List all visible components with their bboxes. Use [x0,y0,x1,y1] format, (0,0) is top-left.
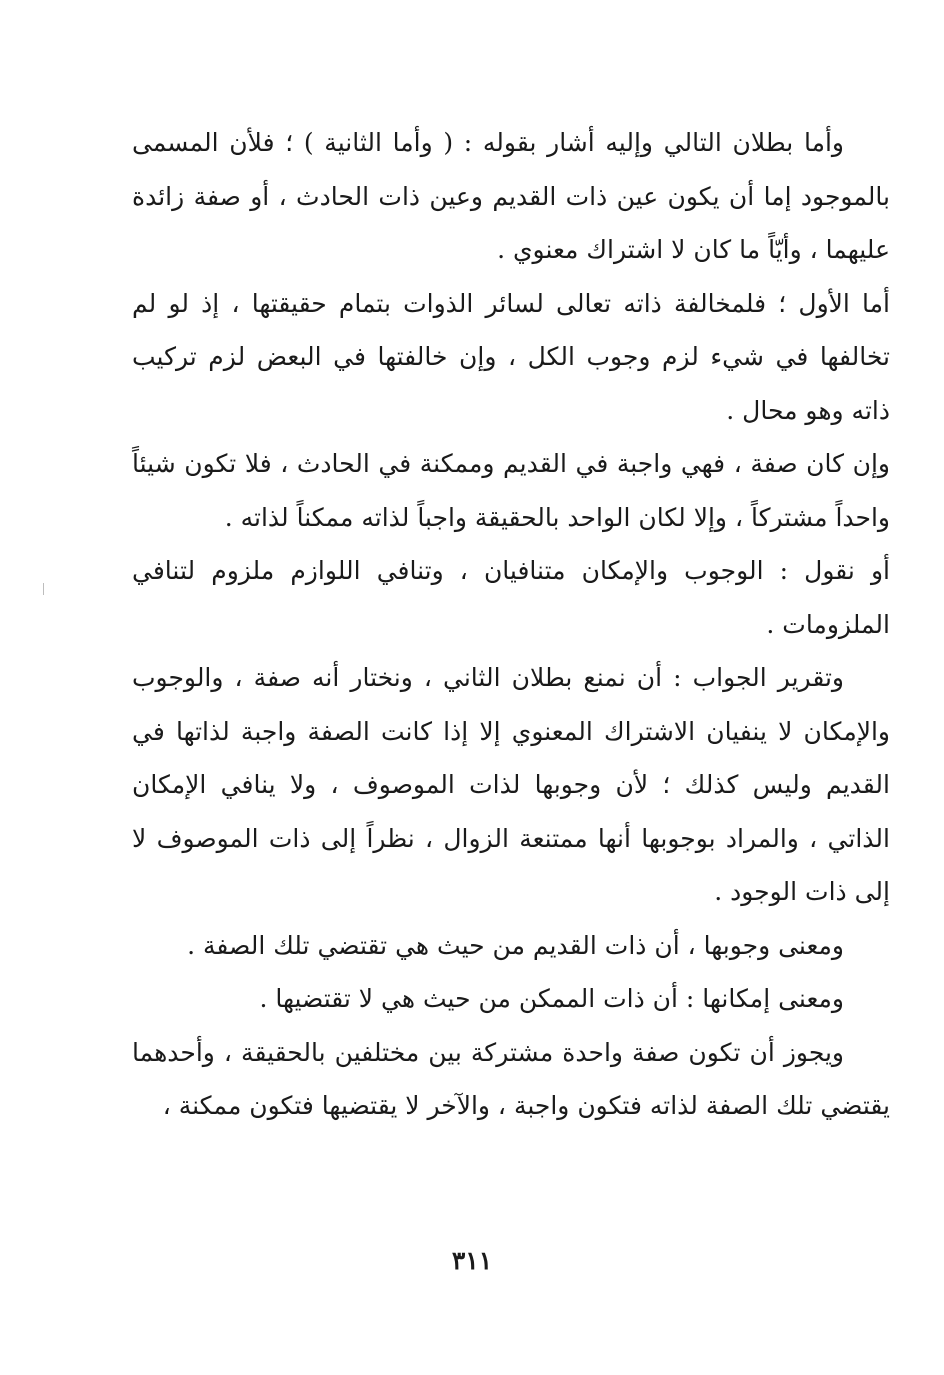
paragraph-1: وأما بطلان التالي وإليه أشار بقوله : ( وأما الثانية ) ؛ فلأن المسمى بالموجود إما أن يكون عين ذات القديم وعين ذات الحادث ، أو صفة زائدة عليهما ، وأيّاً ما كان لا اشتراك معنوي . [132,128,890,264]
page-number: ٣١١ [451,1246,493,1275]
body-text [132,116,890,1133]
paragraph-5: وتقرير الجواب : أن نمنع بطلان الثاني ، ونختار أنه صفة ، والوجوب والإمكان لا ينفيان الاشتراك المعنوي إلا إذا كانت الصفة واجبة لذاتها في القديم وليس كذلك ؛ لأن وجوبها لذات الموصوف ، ولا ينافي الإمكان الذاتي ، والمراد بوجوبها أنها ممتنعة الزوال ، نظراً إلى ذات الموصوف لا إلى ذات الوجود . [132,663,890,906]
paragraph-3: وإن كان صفة ، فهي واجبة في القديم وممكنة في الحادث ، فلا تكون شيئاً واحداً مشتركاً ، وإلا لكان الواحد بالحقيقة واجباً لذاته ممكناً لذاته . [132,449,890,532]
scan-edge-mark [43,583,44,595]
paragraph-4: أو نقول : الوجوب والإمكان متنافيان ، وتنافي اللوازم ملزوم لتنافي الملزومات . [132,556,890,639]
paragraph-8: ويجوز أن تكون صفة واحدة مشتركة بين مختلفين بالحقيقة ، وأحدهما يقتضي تلك الصفة لذاته فتكون واجبة ، والآخر لا يقتضيها فتكون ممكنة ، [132,1037,890,1120]
paragraph-2: أما الأول ؛ فلمخالفة ذاته تعالى لسائر الذوات بتمام حقيقتها ، إذ لو لم تخالفها في شيء لزم وجوب الكل ، وإن خالفتها في البعض لزم تركيب ذاته وهو محال . [132,288,890,425]
paragraph-7: ومعنى إمكانها : أن ذات الممكن من حيث هي لا تقتضيها . [259,984,844,1013]
paragraph-6: ومعنى وجوبها ، أن ذات القديم من حيث هي تقتضي تلك الصفة . [187,930,844,960]
